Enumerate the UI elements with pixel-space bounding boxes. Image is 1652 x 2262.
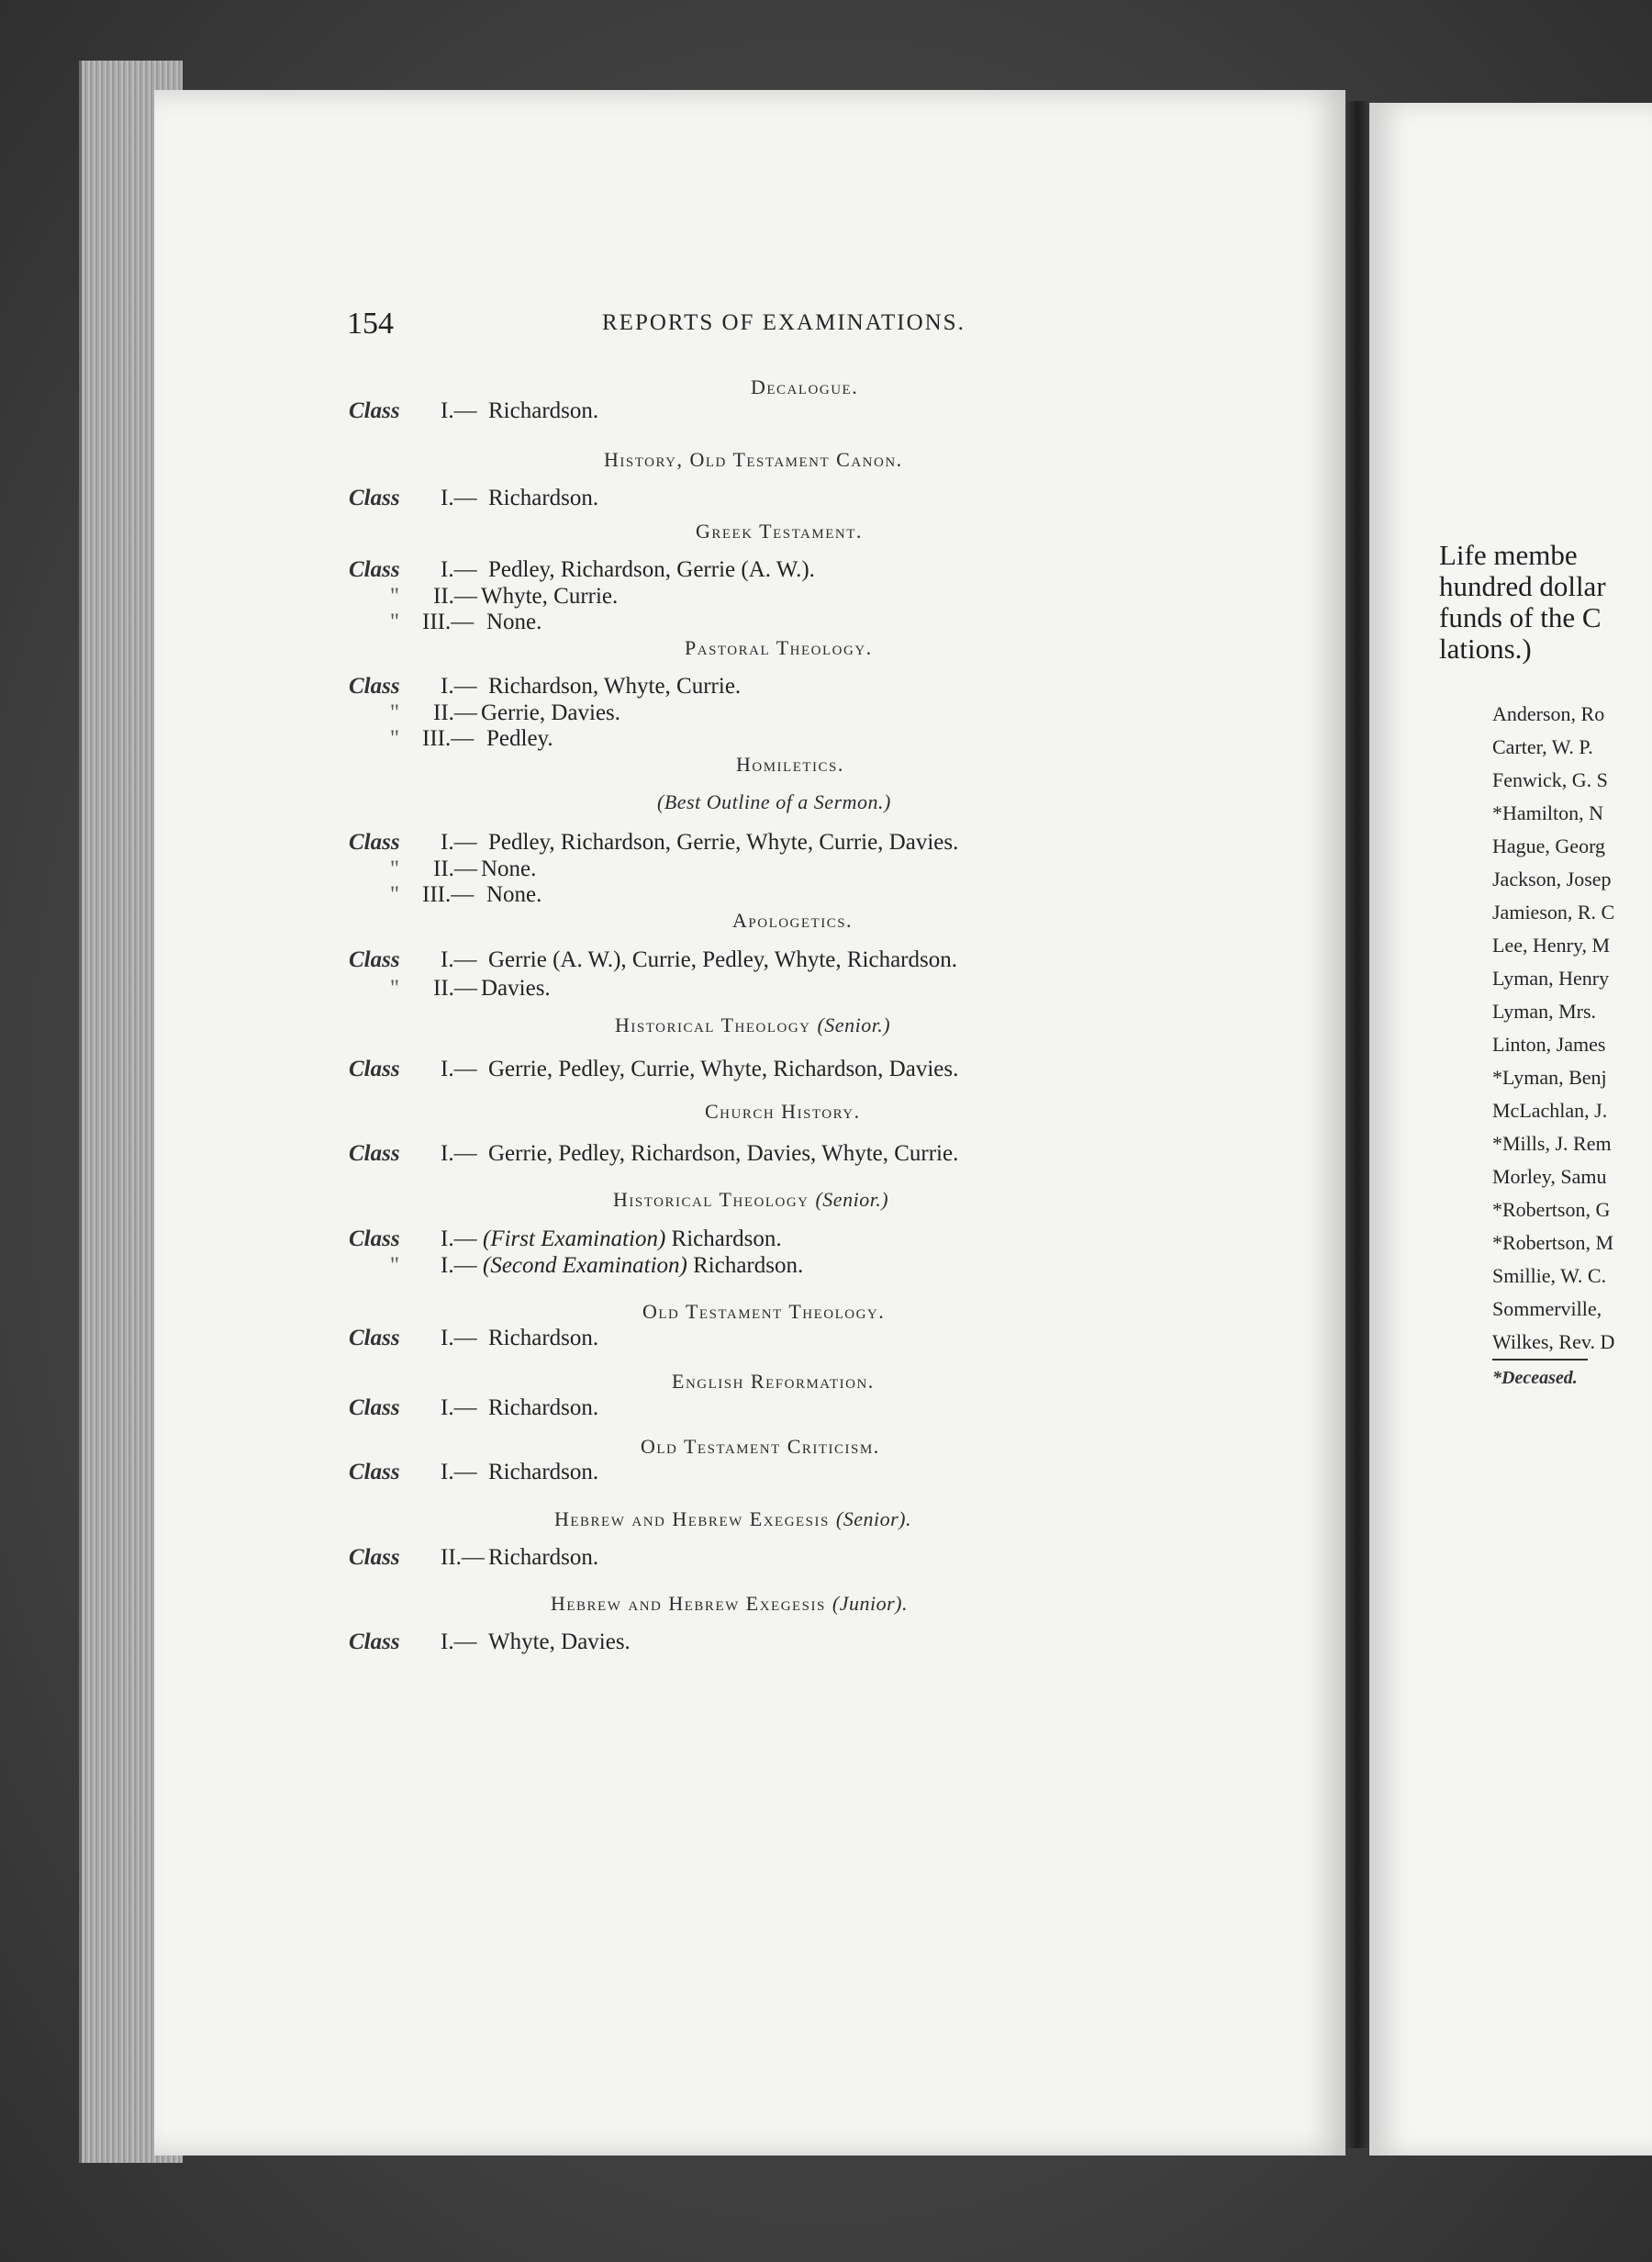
candidate-names: Richardson. bbox=[488, 1460, 599, 1484]
class-numeral: II.— bbox=[433, 976, 477, 1001]
class-label: Class bbox=[349, 398, 400, 423]
class-numeral: I.— bbox=[441, 557, 477, 582]
intro-line: lations.) bbox=[1439, 633, 1532, 665]
list-item: Sommerville, bbox=[1492, 1297, 1602, 1320]
result-line bbox=[349, 700, 620, 726]
class-numeral: I.— bbox=[441, 1629, 477, 1654]
candidate-names: Richardson. bbox=[488, 398, 599, 423]
heading-suffix: (Senior.) bbox=[815, 1188, 889, 1211]
intro-line: hundred dollar bbox=[1439, 570, 1606, 602]
section-heading bbox=[613, 1188, 888, 1212]
subheading-text: (Best Outline of a Sermon.) bbox=[657, 790, 891, 813]
section-heading: Old Testament Theology. bbox=[642, 1300, 886, 1323]
candidate-names: Richardson. bbox=[671, 1226, 782, 1251]
section-subheading bbox=[657, 790, 891, 814]
right-page-intro bbox=[1439, 540, 1652, 665]
ditto-mark: " bbox=[389, 726, 400, 751]
class-label: Class bbox=[349, 1226, 400, 1251]
candidate-names: Richardson. bbox=[488, 1395, 599, 1420]
ditto-mark: " bbox=[389, 610, 400, 634]
page-number: 154 bbox=[347, 307, 394, 341]
section-heading: Old Testament Criticism. bbox=[641, 1435, 880, 1458]
intro-line: Life membe bbox=[1439, 539, 1578, 571]
candidate-names: None. bbox=[486, 882, 542, 907]
list-item: Jackson, Josep bbox=[1492, 868, 1612, 890]
result-line bbox=[349, 557, 815, 583]
list-item: Smillie, W. C. bbox=[1492, 1264, 1607, 1287]
candidate-names: Pedley, Richardson, Gerrie (A. W.). bbox=[488, 557, 815, 582]
candidate-names: Pedley. bbox=[486, 726, 553, 751]
class-label: Class bbox=[349, 1629, 400, 1654]
class-numeral: I.— bbox=[441, 947, 477, 972]
result-line bbox=[349, 1141, 958, 1167]
list-item: Lee, Henry, M bbox=[1492, 934, 1611, 957]
section-heading: Greek Testament. bbox=[696, 520, 863, 543]
result-line bbox=[349, 1226, 782, 1252]
class-numeral: I.— bbox=[441, 830, 477, 855]
result-line bbox=[349, 1253, 803, 1279]
candidate-names: Davies. bbox=[481, 976, 551, 1001]
class-numeral: III.— bbox=[422, 726, 474, 751]
result-line bbox=[349, 610, 541, 635]
ditto-mark: " bbox=[389, 700, 400, 725]
class-label: Class bbox=[349, 674, 400, 699]
section-heading: Decalogue. bbox=[751, 375, 859, 398]
running-head: REPORTS OF EXAMINATIONS. bbox=[602, 310, 966, 335]
result-line bbox=[349, 1629, 631, 1655]
candidate-names: Pedley, Richardson, Gerrie, Whyte, Currie, Davies. bbox=[488, 830, 959, 855]
heading-text: Historical Theology bbox=[613, 1188, 809, 1211]
result-line bbox=[349, 1395, 598, 1421]
result-line bbox=[349, 857, 536, 882]
heading-suffix: (Senior.) bbox=[817, 1013, 891, 1036]
section-heading: Homiletics. bbox=[736, 753, 844, 776]
result-line bbox=[349, 830, 958, 856]
class-numeral: I.— bbox=[441, 486, 477, 510]
class-numeral: III.— bbox=[422, 610, 474, 634]
list-item: Lyman, Henry bbox=[1492, 967, 1610, 990]
heading-text: Hebrew and Hebrew Exegesis bbox=[551, 1592, 826, 1615]
candidate-names: Whyte, Currie. bbox=[481, 584, 619, 609]
ditto-mark: " bbox=[389, 1253, 400, 1278]
candidate-names: Richardson. bbox=[488, 1545, 599, 1570]
intro-line: funds of the C bbox=[1439, 601, 1602, 633]
list-item: *Robertson, M bbox=[1492, 1231, 1613, 1254]
list-item: *Hamilton, N bbox=[1492, 801, 1603, 824]
list-item: Fenwick, G. S bbox=[1492, 768, 1608, 791]
candidate-names: Whyte, Davies. bbox=[488, 1629, 631, 1654]
class-label: Class bbox=[349, 1460, 400, 1484]
section-heading bbox=[615, 1013, 890, 1037]
heading-text: Hebrew and Hebrew Exegesis bbox=[554, 1507, 830, 1530]
class-numeral: II.— bbox=[441, 1545, 485, 1570]
class-numeral: I.— bbox=[441, 1326, 477, 1350]
exam-note: (Second Examination) bbox=[483, 1253, 687, 1278]
list-item: *Lyman, Benj bbox=[1492, 1066, 1607, 1089]
class-numeral: I.— bbox=[441, 1141, 477, 1166]
section-heading: Apologetics. bbox=[732, 909, 854, 932]
class-label: Class bbox=[349, 1545, 400, 1570]
class-label: Class bbox=[349, 830, 400, 855]
heading-suffix: (Junior). bbox=[832, 1592, 908, 1615]
section-heading bbox=[554, 1507, 911, 1531]
list-item: Anderson, Ro bbox=[1492, 702, 1605, 725]
result-line bbox=[349, 947, 957, 973]
footnote: *Deceased. bbox=[1492, 1368, 1578, 1388]
result-line bbox=[349, 976, 551, 1002]
class-numeral: I.— bbox=[441, 1057, 477, 1081]
list-item: Linton, James bbox=[1492, 1033, 1606, 1056]
result-line bbox=[349, 674, 741, 700]
footnote-rule bbox=[1492, 1359, 1588, 1361]
class-numeral: II.— bbox=[433, 700, 477, 725]
class-label: Class bbox=[349, 1326, 400, 1350]
candidate-names: None. bbox=[486, 610, 542, 634]
section-heading bbox=[551, 1592, 908, 1616]
class-numeral: III.— bbox=[422, 882, 474, 907]
ditto-mark: " bbox=[389, 976, 400, 1001]
list-item: McLachlan, J. bbox=[1492, 1099, 1608, 1122]
list-item: Morley, Samu bbox=[1492, 1165, 1607, 1188]
result-line bbox=[349, 398, 598, 424]
result-line bbox=[349, 1460, 598, 1485]
life-members-list bbox=[1492, 698, 1614, 1359]
class-label: Class bbox=[349, 947, 400, 972]
ditto-mark: " bbox=[389, 857, 400, 881]
candidate-names: None. bbox=[481, 857, 537, 881]
ditto-mark: " bbox=[389, 584, 400, 609]
class-numeral: I.— bbox=[441, 674, 477, 699]
class-label: Class bbox=[349, 1141, 400, 1166]
class-numeral: I.— bbox=[441, 1226, 477, 1251]
ditto-mark: " bbox=[389, 882, 400, 907]
class-numeral: I.— bbox=[441, 1460, 477, 1484]
candidate-names: Richardson. bbox=[488, 486, 599, 510]
candidate-names: Richardson, Whyte, Currie. bbox=[488, 674, 742, 699]
heading-suffix: (Senior). bbox=[835, 1507, 911, 1530]
result-line bbox=[349, 584, 618, 610]
class-numeral: II.— bbox=[433, 857, 477, 881]
section-heading: History, Old Testament Canon. bbox=[604, 448, 903, 471]
class-numeral: I.— bbox=[441, 1395, 477, 1420]
list-item: Jamieson, R. C bbox=[1492, 901, 1615, 924]
section-heading: Pastoral Theology. bbox=[685, 636, 873, 659]
class-label: Class bbox=[349, 486, 400, 510]
candidate-names: Richardson. bbox=[488, 1326, 599, 1350]
class-numeral: I.— bbox=[441, 398, 477, 423]
class-numeral: II.— bbox=[433, 584, 477, 609]
class-label: Class bbox=[349, 557, 400, 582]
result-line bbox=[349, 726, 553, 752]
class-label: Class bbox=[349, 1395, 400, 1420]
candidate-names: Gerrie (A. W.), Currie, Pedley, Whyte, Richardson. bbox=[488, 947, 957, 972]
list-item: *Mills, J. Rem bbox=[1492, 1132, 1612, 1155]
heading-text: Historical Theology bbox=[615, 1013, 811, 1036]
candidate-names: Richardson. bbox=[693, 1253, 804, 1278]
result-line bbox=[349, 486, 598, 511]
result-line bbox=[349, 1057, 958, 1082]
list-item: Wilkes, Rev. D bbox=[1492, 1330, 1615, 1353]
exam-note: (First Examination) bbox=[483, 1226, 666, 1251]
class-numeral: I.— bbox=[441, 1253, 477, 1278]
candidate-names: Gerrie, Pedley, Richardson, Davies, Whyte, Currie. bbox=[488, 1141, 959, 1166]
section-heading: English Reformation. bbox=[672, 1370, 875, 1393]
section-heading: Church History. bbox=[705, 1100, 861, 1123]
candidate-names: Gerrie, Pedley, Currie, Whyte, Richardson, Davies. bbox=[488, 1057, 959, 1081]
list-item: Carter, W. P. bbox=[1492, 735, 1593, 758]
candidate-names: Gerrie, Davies. bbox=[481, 700, 621, 725]
list-item: Lyman, Mrs. bbox=[1492, 1000, 1597, 1023]
result-line bbox=[349, 882, 541, 908]
class-label: Class bbox=[349, 1057, 400, 1081]
list-item: Hague, Georg bbox=[1492, 834, 1605, 857]
result-line bbox=[349, 1326, 598, 1351]
result-line bbox=[349, 1545, 598, 1571]
list-item: *Robertson, G bbox=[1492, 1198, 1611, 1221]
